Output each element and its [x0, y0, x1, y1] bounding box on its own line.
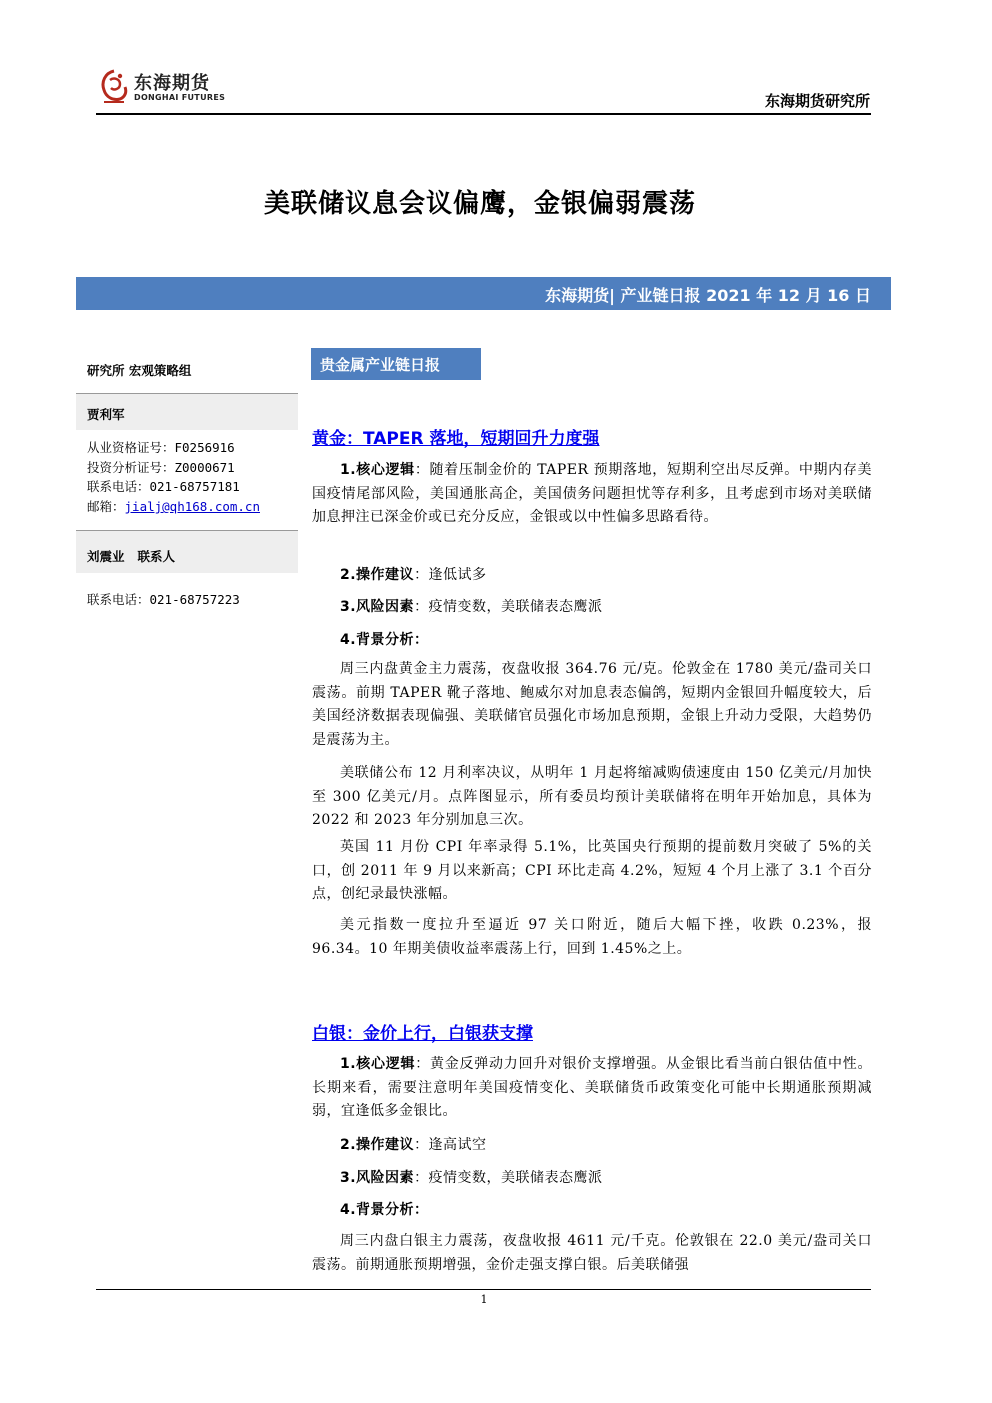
gold-risk — [312, 596, 603, 616]
gold-bg-para: 美元指数一度拉升至逼近 97 关口附近，随后大幅下挫，收跌 0.23%，报 96.34。10 年期美债收益率震荡上行，回到 1.45%之上。 — [312, 917, 872, 957]
gold-core-label: 1.核心逻辑 — [340, 462, 415, 478]
email-label: 邮箱： — [87, 499, 125, 514]
header-divider — [96, 113, 871, 115]
gold-risk-label: 3.风险因素 — [340, 599, 415, 615]
report-band — [76, 277, 891, 310]
silver-op-text: ：逢高试空 — [414, 1137, 487, 1153]
silver-core-logic — [312, 1053, 872, 1124]
logo-en-text: DONGHAI FUTURES — [134, 93, 226, 102]
gold-section-title[interactable]: 黄金：TAPER 落地，短期回升力度强 — [312, 429, 600, 449]
silver-core-label: 1.核心逻辑 — [340, 1056, 416, 1072]
silver-operation — [312, 1134, 487, 1154]
section-tag — [311, 348, 481, 380]
gold-core-text: ：随着压制金价的 TAPER 预期落地，短期利空出尽反弹。中期内存美国疫情尾部风险，美国通胀高企，美国债务问题担忧等存利多，且考虑到市场对美联储加息押注已深金价或已充分反应，金银或以中性偏多思路看待。 — [312, 462, 872, 525]
footer-divider — [96, 1289, 871, 1290]
analyst1-name: 贾利军 — [87, 407, 125, 422]
company-logo — [98, 66, 228, 110]
gold-bg-para: 周三内盘黄金主力震荡，夜盘收报 364.76 元/克。伦敦金在 1780 美元/盎司关口震荡。前期 TAPER 靴子落地、鲍威尔对加息表态偏鸽，短期内金银回升幅度较大，后美国经济数据表现偏强、美联储官员强化市场加息预期，金银上升动力受限，大趋势仍是震荡为主。 — [312, 661, 872, 748]
sidebar-dept: 研究所 宏观策略组 — [87, 363, 192, 378]
gold-bg-label: 4.背景分析： — [340, 632, 429, 648]
dragon-logo-icon — [98, 68, 130, 106]
email-link[interactable]: jialj@qh168.com.cn — [124, 499, 260, 514]
silver-bg-label: 4.背景分析： — [340, 1202, 429, 1218]
analyst1-header — [76, 394, 298, 430]
silver-section-title[interactable]: 白银：金价上行，白银获支撑 — [312, 1024, 533, 1044]
header-org: 东海期货研究所 — [764, 92, 870, 110]
analyst1-phone: 联系电话：021-68757181 — [87, 479, 240, 494]
analyst2-header — [76, 531, 298, 573]
report-date-line: 东海期货| 产业链日报 2021 年 12 月 16 日 — [545, 286, 871, 305]
gold-background — [312, 629, 429, 649]
gold-op-text: ：逢低试多 — [414, 567, 487, 583]
gold-bg-para: 美联储公布 12 月利率决议，从明年 1 月起将缩减购债速度由 150 亿美元/月加快至 300 亿美元/月。点阵图显示，所有委员均预计美联储将在明年开始加息，具体为 2022 和 2023 年分别加息三次。 — [312, 765, 872, 828]
silver-op-label: 2.操作建议 — [340, 1137, 415, 1153]
analyst2-phone: 联系电话：021-68757223 — [87, 592, 240, 607]
silver-risk-text: ：疫情变数，美联储表态鹰派 — [414, 1170, 603, 1186]
silver-bg-para: 周三内盘白银主力震荡，夜盘收报 4611 元/千克。伦敦银在 22.0 美元/盎司关口震荡。前期通胀预期增强，金价走强支撑白银。后美联储强 — [312, 1233, 872, 1273]
silver-risk-label: 3.风险因素 — [340, 1170, 415, 1186]
silver-background — [312, 1199, 429, 1219]
logo-cn-text: 东海期货 — [134, 73, 210, 94]
analyst2-name: 刘震业 联系人 — [87, 549, 176, 564]
gold-core-logic — [312, 459, 872, 530]
analyst1-invest-cert: 投资分析证号：Z0000671 — [87, 460, 235, 475]
section-tag-label: 贵金属产业链日报 — [320, 356, 441, 374]
page-number: 1 — [480, 1293, 488, 1306]
gold-risk-text: ：疫情变数，美联储表态鹰派 — [414, 599, 603, 615]
gold-operation — [312, 564, 487, 584]
gold-op-label: 2.操作建议 — [340, 567, 415, 583]
silver-core-text: ：黄金反弹动力回升对银价支撑增强。从金银比看当前白银估值中性。长期来看，需要注意明年美国疫情变化、美联储货币政策变化可能中长期通胀预期减弱，宜逢低多金银比。 — [312, 1056, 872, 1119]
page-title: 美联储议息会议偏鹰，金银偏弱震荡 — [263, 189, 696, 219]
analyst1-email-row — [87, 497, 260, 515]
silver-risk — [312, 1167, 603, 1187]
analyst1-qualification: 从业资格证号：F0256916 — [87, 440, 235, 455]
gold-bg-para: 英国 11 月份 CPI 年率录得 5.1%，比英国央行预期的提前数月突破了 5%的关口，创 2011 年 9 月以来新高；CPI 环比走高 4.2%，短短 4 个月上涨了 3.1 个百分点，创纪录最快涨幅。 — [312, 839, 872, 902]
